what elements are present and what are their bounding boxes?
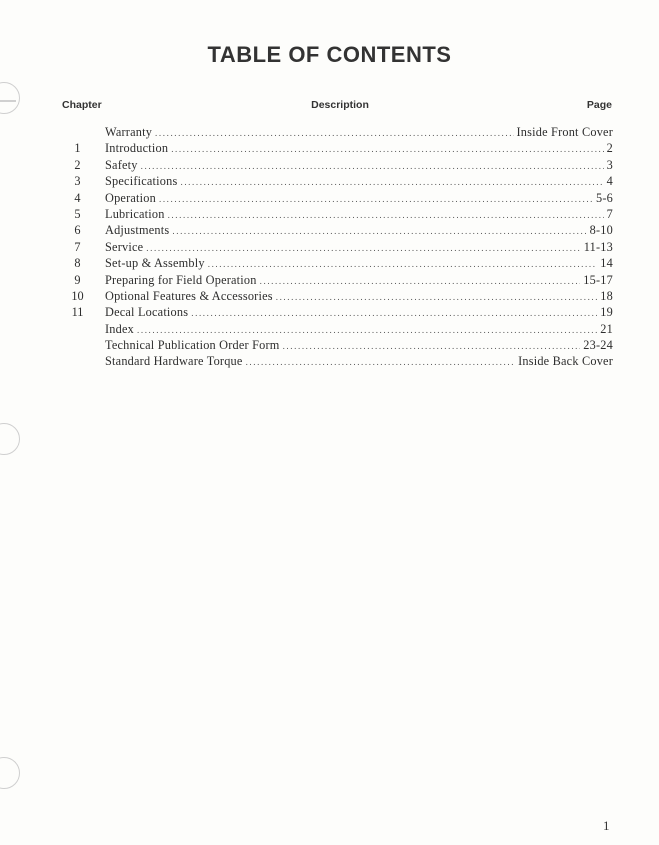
binder-hole-bottom [0,757,20,789]
dot-leader [137,322,597,338]
toc-description: Safety [105,157,138,172]
toc-description: Decal Locations [105,305,189,320]
toc-page: Inside Front Cover [516,125,613,139]
toc-entry-specifications[interactable] [60,173,613,189]
toc-page: 18 [600,288,613,303]
toc-entry-adjustments[interactable] [60,222,613,238]
toc-description: Warranty [105,125,153,139]
toc-page: 19 [600,305,613,320]
dot-leader [180,174,603,190]
binder-hole-middle [0,423,20,455]
toc-chapter-number: 11 [71,305,84,320]
dot-leader [172,223,586,239]
toc-entry-service[interactable] [60,239,613,255]
toc-page: 5-6 [596,190,613,205]
dot-leader [171,141,603,157]
toc-description: Adjustments [105,223,170,238]
page-number: 1 [603,818,610,833]
dot-leader [276,289,598,305]
page-column-header: Page [586,99,612,111]
toc-description: Technical Publication Order Form [105,338,280,353]
dot-leader [155,125,513,141]
toc-chapter-number: 7 [74,239,81,254]
toc-entry-index[interactable] [60,321,613,337]
binder-mark [0,100,16,102]
toc-chapter-number: 2 [74,157,81,172]
toc-page: 2 [606,141,613,156]
toc-chapter-number: 1 [74,141,81,156]
description-column-header: Description [311,99,369,111]
toc-description: Preparing for Field Operation [105,272,257,287]
toc-chapter-number: 5 [74,206,81,221]
binder-hole-top [0,82,20,114]
toc-entry-operation[interactable] [60,190,613,206]
dot-leader [146,240,580,256]
toc-entry-technical-publication-order-form[interactable] [60,337,613,353]
dot-leader [168,207,604,223]
toc-page: 4 [606,174,613,189]
toc-description: Optional Features & Accessories [105,288,273,303]
toc-entry-preparing-field-operation[interactable] [60,272,613,288]
toc-entry-decal-locations[interactable] [60,304,613,320]
toc-chapter-number: 3 [74,174,81,189]
toc-entry-lubrication[interactable] [60,206,613,222]
toc-entry-safety[interactable] [60,157,613,173]
toc-page: 15-17 [583,272,613,287]
toc-chapter-number: 8 [74,256,81,271]
toc-page: Inside Back Cover [518,354,613,369]
toc-chapter-number: 9 [74,272,81,287]
toc-page: 11-13 [583,239,613,254]
dot-leader [260,273,581,289]
dot-leader [191,305,597,321]
toc-description: Service [105,239,144,254]
toc-page: 21 [600,321,613,336]
toc-description: Specifications [105,174,178,189]
dot-leader [159,191,593,207]
toc-entry-optional-features[interactable] [60,288,613,304]
toc-chapter-number: 4 [74,190,81,205]
dot-leader [208,256,598,272]
toc-description: Operation [105,190,156,205]
page-title: TABLE OF CONTENTS [207,42,452,67]
dot-leader [141,158,604,174]
toc-entry-standard-hardware-torque[interactable] [60,353,613,369]
toc-list [60,124,613,370]
toc-description: Standard Hardware Torque [105,354,243,369]
dot-leader [283,338,581,354]
toc-page: 3 [606,157,613,172]
dot-leader [246,354,516,370]
toc-page: 23-24 [583,338,613,353]
toc-description: Introduction [105,141,169,156]
toc-entry-warranty[interactable] [60,124,613,140]
toc-page: 8-10 [589,223,613,238]
toc-entry-introduction[interactable] [60,140,613,156]
toc-page: 7 [606,206,613,221]
toc-page: 14 [600,256,613,271]
toc-description: Lubrication [105,206,165,221]
chapter-column-header: Chapter [62,99,102,111]
toc-chapter-number: 10 [71,288,84,303]
toc-entry-setup-assembly[interactable] [60,255,613,271]
toc-description: Set-up & Assembly [105,256,205,271]
toc-chapter-number: 6 [74,223,81,238]
toc-description: Index [105,321,134,336]
